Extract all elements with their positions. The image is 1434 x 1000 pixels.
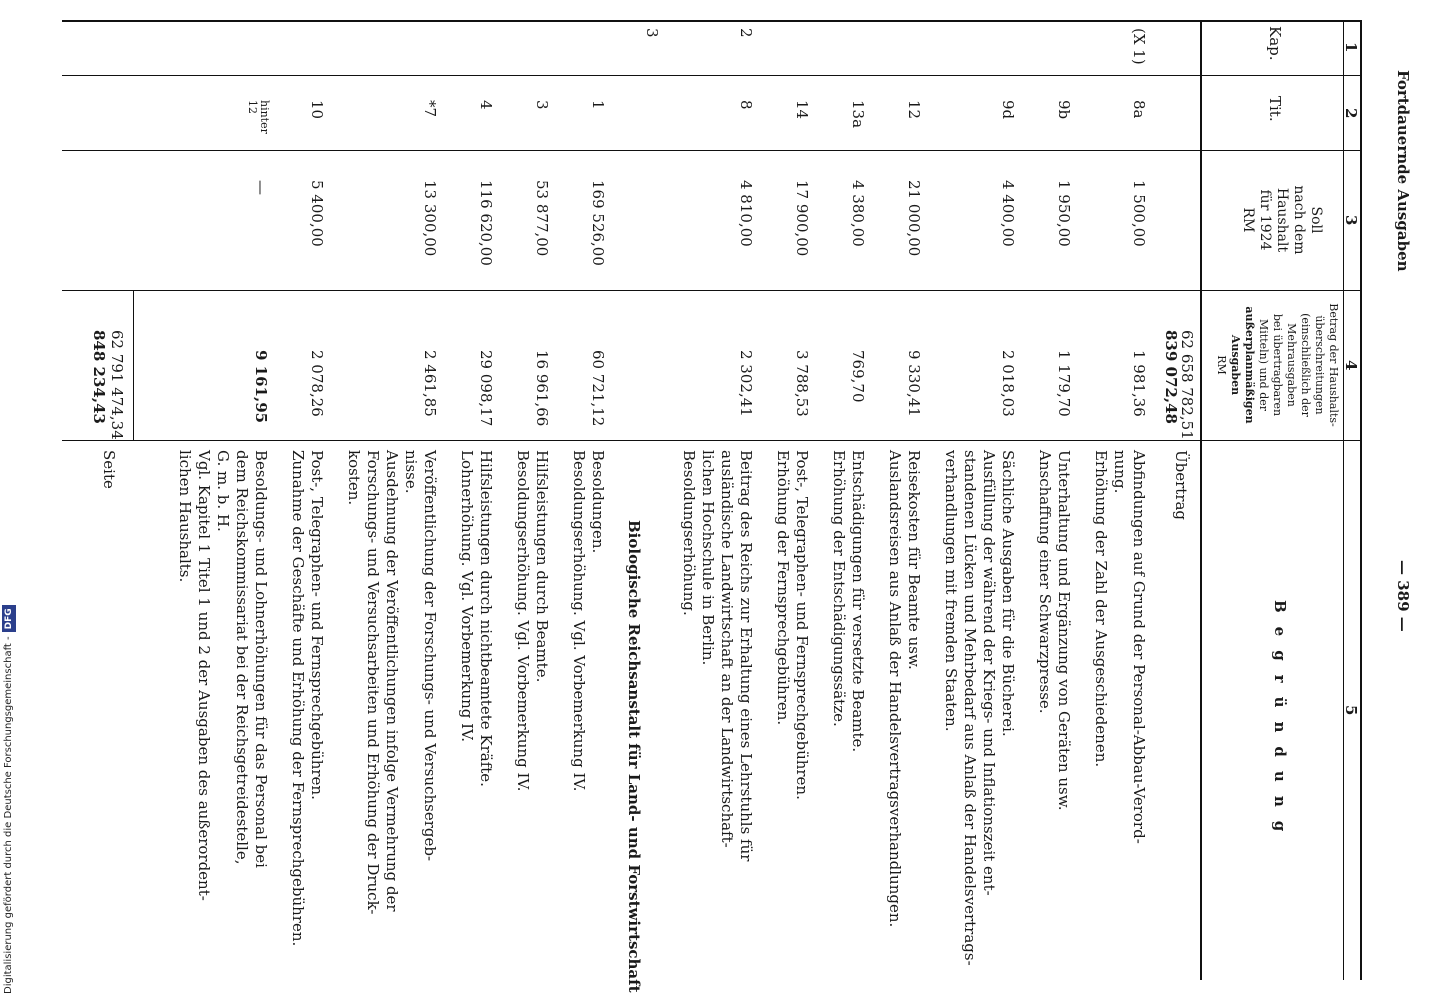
betrag-cell: 9 161,95 [252,350,270,424]
betrag-header-line: überschreitungen [1313,315,1326,415]
soll-cell: 13 300,00 [421,180,439,257]
soll-cell: — [252,180,270,195]
kap-cell: 2 [737,28,755,38]
begruendung-line: G. m. b. H. [214,450,232,532]
footer-text: Digitalisierung gefördert durch die Deutsche Forschungsgemeinschaft - [3,636,14,994]
betrag-cell: 16 961,66 [533,350,551,427]
colnum-1: 1 [1342,42,1360,53]
tit-cell: 14 [793,100,811,120]
tit-cell: 4 [477,100,495,110]
begruendung-line: Besoldungserhöhung. [680,450,698,616]
table-top-rule [1360,20,1362,980]
begruendung-line: Besoldungserhöhung. Vgl. Vorbemerkung IV. [570,450,588,792]
kap-cell: (X 1) [1130,28,1148,65]
begruendung-line: Besoldungs- und Lohnerhöhungen für das Personal bei [252,450,270,868]
soll-cell: 21 000,00 [905,180,923,257]
begruendung-line: Reisekosten für Beamte usw. [905,450,923,670]
begruendung-line: Besoldungen. [589,450,607,554]
soll-cell: 17 900,00 [793,180,811,257]
col-divider-3 [62,290,1362,291]
betrag-cell: 769,70 [849,350,867,403]
soll-header-line: RM [1240,207,1256,233]
colnum-rule [1343,20,1344,980]
col-divider-4 [62,440,1362,441]
betrag-header-line: Betrag der Haushalts- [1327,303,1340,427]
left-border [62,20,1362,22]
begruendung-line: Beitrag des Reichs zur Erhaltung eines Lehrstuhls für [737,450,755,862]
begruendung-line: Besoldungserhöhung. Vgl. Vorbemerkung IV. [514,450,532,792]
running-head-left: Fortdauernde Ausgaben [1394,70,1412,272]
begruendung-line: Hilfsleistungen durch nichtbeamtete Kräfte. [477,450,495,787]
begruendung-line: Sächliche Ausgaben für die Bücherei. [999,450,1017,737]
soll-cell: 5 400,00 [308,180,326,247]
soll-cell: 1 950,00 [1055,180,1073,247]
totals-rule [133,290,134,440]
header-kap: Kap. [1266,26,1284,61]
header-tit: Tit. [1266,96,1284,122]
begruendung-line: standenen Lücken und Mehrbedarf aus Anlaß der Handelsvertrags- [961,450,979,966]
betrag-cell: 1 981,36 [1130,350,1148,417]
begruendung-line: Ausfüllung der während der Kriegs- und Inflationszeit ent- [980,450,998,896]
soll-cell: 4 380,00 [849,180,867,247]
soll-cell: 116 620,00 [477,180,495,266]
begruendung-line: Post-, Telegraphen- und Fernsprechgebühren. [308,450,326,800]
betrag-cell: 2 078,26 [308,350,326,417]
begruendung-line: Post-, Telegraphen- und Fernsprechgebühren. [793,450,811,800]
soll-cell: 53 877,00 [533,180,551,257]
betrag-cell: 2 461,85 [421,350,439,417]
begruendung-line: Erhöhung der Zahl der Ausgeschiedenen. [1092,450,1110,768]
carry-value-1: 62 658 782,51 [1178,330,1196,440]
betrag-header-line: Mehrausgaben [1285,323,1298,407]
digitization-footer [2,4,16,994]
begruendung-line: Entschädigungen für versetzte Beamte. [849,450,867,753]
betrag-cell: 2 302,41 [737,350,755,417]
begruendung-line: verhandlungen mit fremden Staaten. [942,450,960,732]
col-divider-1 [62,75,1362,76]
begruendung-line: Abfindungen auf Grund der Personal-Abbau-Verord- [1130,450,1148,844]
soll-cell: 4 810,00 [737,180,755,247]
begruendung-line: Ausdehnung der Veröffentlichungen infolge Vermehrung der [383,450,401,912]
betrag-cell: 3 788,53 [793,350,811,417]
begruendung-line: nung. [1111,450,1129,494]
betrag-cell: 29 098,17 [477,350,495,427]
tit-cell: 8a [1130,100,1148,119]
betrag-cell: 1 179,70 [1055,350,1073,417]
header-begruendung: Begründung [1271,600,1289,846]
colnum-2: 2 [1342,108,1360,119]
begruendung-line: Hilfsleistungen durch Beamte. [533,450,551,683]
tit-cell: 13a [849,100,867,129]
betrag-cell: 60 721,12 [589,350,607,427]
soll-cell: 4 400,00 [999,180,1017,247]
begruendung-line: dem Reichskommissariat bei der Reichsgetreidestelle, [233,450,251,865]
section-heading: Biologische Reichsanstalt für Land- und Forstwirtschaft [625,520,643,993]
col-divider-2 [62,150,1362,151]
page-number: — 389 — [1394,560,1412,632]
tit-cell: *7 [421,100,439,118]
tit-cell: 9d [999,100,1017,120]
begruendung-line: Unterhaltung und Ergänzung von Geräten usw. [1055,450,1073,811]
header-betrag [1214,292,1340,438]
begruendung-line: Vgl. Kapitel 1 Titel 1 und 2 der Ausgaben des außerordent- [195,450,213,901]
tit-cell: 9b [1055,100,1073,120]
begruendung-line: Lohnerhöhung. Vgl. Vorbemerkung IV. [458,450,476,743]
tit-cell: 3 [533,100,551,110]
betrag-header-line: Mitteln) und der [1257,318,1270,412]
soll-cell: 169 526,00 [589,180,607,266]
begruendung-line: Erhöhung der Fernsprechgebühren. [774,450,792,726]
totals-value-1: 62 791 474,34 [108,330,126,440]
soll-header-line: Soll [1308,206,1324,234]
colnum-3: 3 [1342,215,1360,226]
colnum-4: 4 [1342,360,1360,371]
totals-label: Seite [100,450,118,489]
betrag-cell: 9 330,41 [905,350,923,417]
betrag-header-line: (einschließlich der [1299,313,1312,417]
tit-cell: 1 [589,100,607,110]
soll-header-line: nach dem [1291,185,1307,255]
header-bottom-rule [1200,20,1202,980]
begruendung-line: lichen Hochschule in Berlin. [699,450,717,666]
soll-header-line: Haushalt [1274,187,1290,253]
begruendung-line: lichen Haushalts. [176,450,194,583]
dfg-logo: DFG [2,605,16,632]
soll-cell: 1 500,00 [1130,180,1148,247]
tit-cell: hinter 12 [246,100,271,134]
begruendung-line: Forschungs- und Versuchsarbeiten und Erhöhung der Druck- [364,450,382,915]
soll-header-line: für 1924 [1257,189,1273,251]
tit-cell: 10 [308,100,326,120]
begruendung-line: Erhöhung der Entschädigungssätze. [830,450,848,727]
carry-value-2: 839 072,48 [1162,330,1180,424]
begruendung-line: Zunahme der Geschäfte und Erhöhung der Fernsprechgebühren. [289,450,307,947]
begruendung-line: ausländische Landwirtschaft an der Landwirtschaft- [718,450,736,848]
carry-label: Übertrag [1172,450,1190,521]
betrag-header-line: außerplanmäßigen [1243,306,1256,424]
begruendung-line: Veröffentlichung der Forschungs- und Versuchsergeb- [421,450,439,862]
betrag-cell: 2 018,03 [999,350,1017,417]
begruendung-line: Anschaffung einer Schwarzpresse. [1036,450,1054,714]
betrag-header-line: RM [1215,355,1228,375]
totals-value-2: 848 234,43 [90,330,108,424]
tit-cell: 12 [905,100,923,120]
header-soll [1239,152,1324,288]
kap-cell: 3 [643,28,661,38]
begruendung-line: nisse. [402,450,420,494]
betrag-header-line: Ausgaben [1229,334,1242,396]
tit-cell: 8 [737,100,755,110]
colnum-5: 5 [1342,705,1360,716]
begruendung-line: kosten. [345,450,363,506]
betrag-header-line: bei übertragbaren [1271,313,1284,417]
begruendung-line: Auslandsreisen aus Anlaß der Handelsvertragsverhandlungen. [886,450,904,928]
